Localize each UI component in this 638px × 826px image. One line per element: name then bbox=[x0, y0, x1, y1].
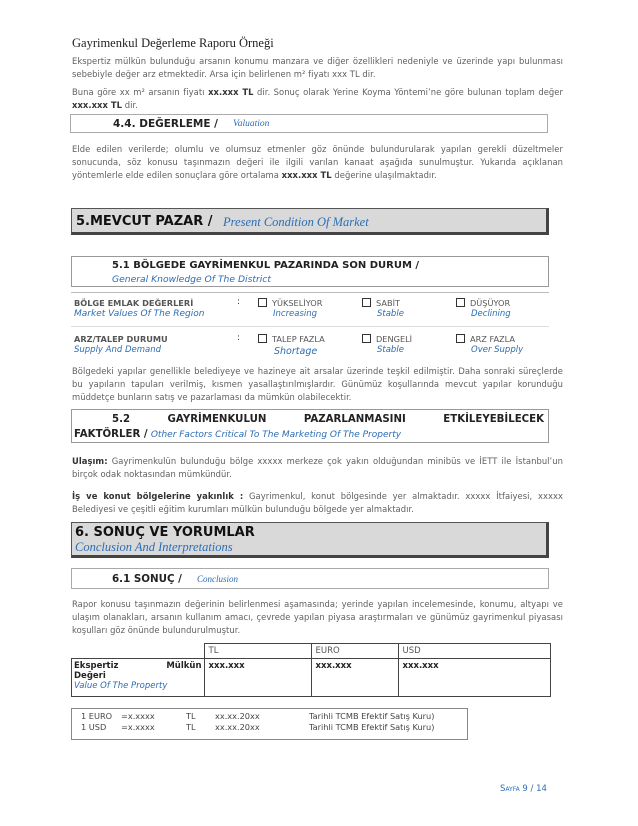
section-5-2-heading bbox=[71, 409, 549, 443]
supply-demand-colon: : bbox=[237, 333, 241, 343]
supply-demand-label: ARZ/TALEP DURUMU bbox=[74, 334, 168, 344]
proximity-label: İş ve konut bölgelerine yakınlık : bbox=[72, 491, 244, 501]
section-5-2-title-line2 bbox=[74, 429, 401, 440]
market-row-supply bbox=[71, 326, 549, 357]
transport-text: Gayrimenkulün bulunduğu bölge xxxxx merkeze çok yakın olduğundan minibüs ve İETT ile İstanbul’un birçok odak noktasından mümkündür. bbox=[72, 456, 563, 479]
declining-checkbox[interactable] bbox=[456, 298, 465, 307]
section-5-1-title: 5.1 BÖLGEDE GAYRİMENKUL PAZARINDA SON DURUM / bbox=[112, 260, 420, 271]
value-table-header-euro: EURO bbox=[311, 644, 398, 659]
balanced-checkbox[interactable] bbox=[362, 334, 371, 343]
row-label-en: Value Of The Property bbox=[74, 681, 168, 691]
section-6-1-heading bbox=[71, 568, 549, 589]
usd-cur: 1 USD bbox=[81, 722, 107, 732]
section-4-4-heading bbox=[70, 114, 548, 133]
intro-paragraph-2 bbox=[72, 86, 563, 112]
section-5-1-heading bbox=[71, 256, 549, 287]
section-5-subtitle: Present Condition Of Market bbox=[223, 215, 369, 229]
section-4-4-subtitle: Valuation bbox=[233, 119, 270, 129]
section-6-1-title: 6.1 SONUÇ / bbox=[112, 573, 182, 585]
value-euro: xxx.xxx bbox=[311, 659, 398, 697]
value-table-corner bbox=[72, 644, 205, 659]
balanced-label: DENGELİ bbox=[376, 334, 413, 344]
proximity-paragraph bbox=[72, 490, 563, 516]
balanced-label-en: Stable bbox=[377, 345, 404, 355]
value-table-header-usd: USD bbox=[398, 644, 551, 659]
oversupply-label: ARZ FAZLA bbox=[470, 334, 516, 344]
section-6-title: 6. SONUÇ VE YORUMLAR bbox=[75, 525, 255, 540]
shortage-label-en: Shortage bbox=[274, 346, 318, 357]
oversupply-label-en: Over Supply bbox=[471, 345, 524, 355]
section-5-2-title-line1: 5.2 GAYRİMENKULUN PAZARLANMASINI ETKİLEYEBİLECEK bbox=[112, 414, 544, 425]
declining-label: DÜŞÜYOR bbox=[470, 298, 511, 308]
section-4-4-title: 4.4. DEĞERLEME / bbox=[113, 118, 218, 130]
sec44-p-post: değerine ulaşılmaktadır. bbox=[331, 170, 437, 180]
transport-paragraph bbox=[72, 455, 563, 481]
value-table-row bbox=[72, 659, 551, 697]
usd-eq: =x.xxxx bbox=[121, 722, 155, 732]
increasing-checkbox[interactable] bbox=[258, 298, 267, 307]
intro-p2-value1: xx.xxx TL bbox=[208, 87, 254, 97]
euro-eq: =x.xxxx bbox=[121, 711, 155, 721]
row-label-ekspertiz: Ekspertiz bbox=[74, 661, 119, 671]
market-values-label-en: Market Values Of The Region bbox=[74, 309, 205, 319]
euro-unit: TL bbox=[186, 711, 196, 721]
market-row-values bbox=[71, 292, 549, 323]
value-usd: xxx.xxx bbox=[398, 659, 551, 697]
section-6-heading bbox=[71, 522, 549, 558]
declining-label-en: Declining bbox=[471, 309, 511, 319]
section-4-4-paragraph bbox=[72, 143, 563, 182]
euro-note: Tarihli TCMB Efektif Satış Kuru) bbox=[309, 711, 435, 721]
section-5-title: 5.MEVCUT PAZAR / bbox=[76, 214, 213, 229]
intro-p2-pre: Buna göre xx m² arsanın fiyatı bbox=[72, 87, 209, 97]
value-table-header-row bbox=[72, 644, 551, 659]
increasing-label: YÜKSELİYOR bbox=[272, 298, 323, 308]
transport-label: Ulaşım: bbox=[72, 456, 108, 466]
section-5-2-subtitle: Other Factors Critical To The Marketing Of The Property bbox=[150, 430, 402, 440]
value-table-header-tl: TL bbox=[204, 644, 311, 659]
sec44-p-pre: Elde edilen verilerde; olumlu ve olumsuz etmenler göz önünde bulundurularak yapılan gerekli düzeltmeler sonucunda, söz konusu taşınmazın değeri ile ilgili varılan kanaat aşağıda sunulmuştur. Yukarıda açıklanan yöntemlerle elde edilen sonuçlara göre ortalama bbox=[72, 144, 563, 180]
section-5-heading bbox=[71, 208, 549, 235]
stable-label: SABİT bbox=[376, 298, 400, 308]
section-5-1-subtitle: General Knowledge Of The District bbox=[112, 274, 271, 285]
value-table-row-label bbox=[72, 659, 205, 697]
intro-p2-post: dir. bbox=[122, 100, 138, 110]
intro-p2-mid: dir. Sonuç olarak Yerine Koyma Yöntemi’ne göre bulunan toplam değer bbox=[253, 87, 563, 97]
shortage-label: TALEP FAZLA bbox=[272, 334, 325, 344]
sec44-p-value: xxx.xxx TL bbox=[281, 170, 332, 180]
usd-date: xx.xx.20xx bbox=[215, 722, 260, 732]
section-6-subtitle: Conclusion And Interpretations bbox=[75, 540, 233, 554]
euro-date: xx.xx.20xx bbox=[215, 711, 260, 721]
oversupply-checkbox[interactable] bbox=[456, 334, 465, 343]
value-table bbox=[71, 643, 551, 697]
row-label-mulkun: Mülkün bbox=[166, 661, 202, 671]
page-number: Sayfa 9 / 14 bbox=[500, 784, 547, 794]
conclusion-paragraph: Rapor konusu taşınmazın değerinin belirlenmesi aşamasında; yerinde yapılan incelemesinde, konumu, altyapı ve ulaşım olanakları, arsanın kullanım amacı, çevrede yapılan piyasa araştırmaları ve günümüz gayrimenkul piyasası koşulları göz önünde bulundurulmuştur. bbox=[72, 599, 563, 635]
euro-cur: 1 EURO bbox=[81, 711, 113, 721]
page-header-title: Gayrimenkul Değerleme Raporu Örneği bbox=[72, 36, 274, 50]
supply-demand-label-en: Supply And Demand bbox=[74, 345, 162, 355]
stable-label-en: Stable bbox=[377, 309, 404, 319]
market-values-colon: : bbox=[237, 297, 241, 307]
section-6-1-subtitle: Conclusion bbox=[197, 574, 239, 584]
stable-checkbox[interactable] bbox=[362, 298, 371, 307]
region-paragraph: Bölgedeki yapılar genellikle belediyeye ve hazineye ait arsalar üzerinde teşkil edilmiştir. Daha sonraki süreçlerde bu yapıların tapuları verilmiş, kısmen yasallaştırılmışlardır. Günümüz koşullarında mevcut yapılar korunduğu müddetçe bunların satış ve pazarlaması da mümkün olabilecektir. bbox=[72, 366, 563, 402]
intro-p2-value2: xxx.xxx TL bbox=[72, 100, 123, 110]
usd-unit: TL bbox=[186, 722, 196, 732]
section-5-2-title: FAKTÖRLER / bbox=[74, 429, 148, 440]
market-table bbox=[71, 292, 549, 356]
intro-paragraph-1: Ekspertiz mülkün bulunduğu arsanın konumu manzara ve diğer özellikleri nedeniyle ve üzerinde yapı bulunması sebebiyle değer arz etmektedir. Arsa için belirlenen m² fiyatı xxx TL dir. bbox=[72, 56, 563, 79]
row-label-degeri: Değeri bbox=[74, 671, 106, 681]
usd-note: Tarihli TCMB Efektif Satış Kuru) bbox=[309, 722, 435, 732]
market-values-label: BÖLGE EMLAK DEĞERLERİ bbox=[74, 298, 194, 308]
proximity-text: Gayrimenkul, konut bölgesinde yer almaktadır. xxxxx İtfaiyesi, xxxxx Belediyesi ve çeşitli eğitim kurumları mülkün bulunduğu bölgede yer almaktadır. bbox=[72, 491, 563, 514]
increasing-label-en: Increasing bbox=[273, 309, 318, 319]
value-tl: xxx.xxx bbox=[204, 659, 311, 697]
shortage-checkbox[interactable] bbox=[258, 334, 267, 343]
